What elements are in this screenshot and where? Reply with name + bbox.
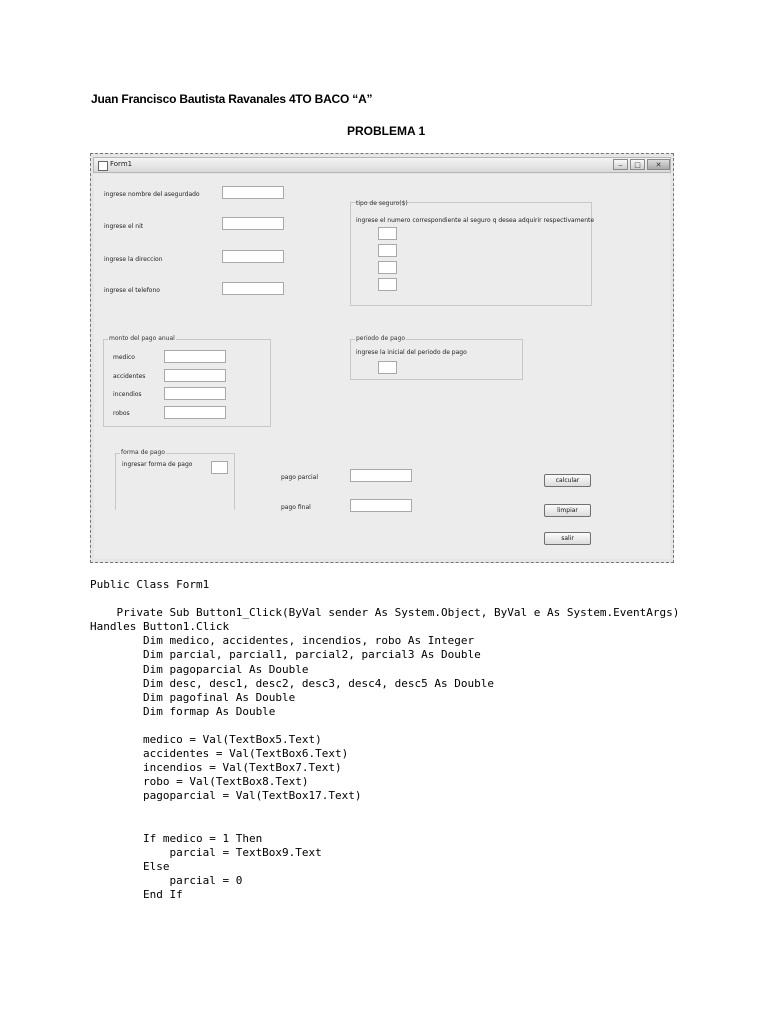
code-line: Private Sub Button1_Click(ByVal sender As System.Object, ByVal e As System.EventArgs) <box>90 606 680 620</box>
window-titlebar <box>93 157 671 173</box>
groupbox-tipo-seguro <box>350 200 595 306</box>
author-header: Juan Francisco Bautista Ravanales 4TO BACO “A” <box>91 92 373 106</box>
calcular-button[interactable]: calcular <box>544 474 591 487</box>
groupbox-monto-title: monto del pago anual <box>109 335 175 342</box>
code-line: robo = Val(TextBox8.Text) <box>90 775 309 789</box>
nombre-input[interactable] <box>222 186 284 199</box>
code-line: Dim desc, desc1, desc2, desc3, desc4, desc5 As Double <box>90 676 494 690</box>
code-line: pagoparcial = Val(TextBox17.Text) <box>90 789 362 803</box>
code-line: Dim medico, accidentes, incendios, robo As Integer <box>90 634 475 648</box>
code-line: Else <box>90 859 170 873</box>
code-line <box>90 818 679 832</box>
code-line: Handles Button1.Click <box>90 620 230 634</box>
form-client-area <box>94 174 670 559</box>
forma-input[interactable] <box>211 461 228 474</box>
seguro-input-4[interactable] <box>378 278 397 291</box>
robos-input[interactable] <box>164 406 226 419</box>
pago-parcial-input[interactable] <box>350 469 412 482</box>
code-line: medico = Val(TextBox5.Text) <box>90 733 322 747</box>
minimize-button[interactable]: ‒ <box>613 159 628 170</box>
telefono-input[interactable] <box>222 282 284 295</box>
label-pago-final: pago final <box>281 504 311 511</box>
label-tipo-seguro-desc: ingrese el numero correspondiente al seguro q desea adquirir respectivamente <box>356 217 595 224</box>
groupbox-monto <box>103 335 271 427</box>
seguro-input-2[interactable] <box>378 244 397 257</box>
salir-button[interactable]: salir <box>544 532 591 545</box>
code-line: Dim formap As Double <box>90 704 276 718</box>
label-robos: robos <box>113 410 130 417</box>
code-line <box>90 719 679 733</box>
code-line: incendios = Val(TextBox7.Text) <box>90 761 342 775</box>
groupbox-forma-title: forma de pago <box>121 449 165 456</box>
label-incendios: incendios <box>113 391 142 398</box>
label-direccion: ingrese la direccion <box>104 256 163 263</box>
incendios-input[interactable] <box>164 387 226 400</box>
code-line: parcial = 0 <box>90 873 243 887</box>
code-line: If medico = 1 Then <box>90 831 263 845</box>
label-medico: medico <box>113 354 135 361</box>
nit-input[interactable] <box>222 217 284 230</box>
pago-final-input[interactable] <box>350 499 412 512</box>
label-pago-parcial: pago parcial <box>281 474 319 481</box>
label-forma-desc: ingresar forma de pago <box>122 461 193 468</box>
direccion-input[interactable] <box>222 250 284 263</box>
seguro-input-3[interactable] <box>378 261 397 274</box>
label-periodo-desc: ingrese la inicial del periodo de pago <box>356 349 467 356</box>
code-line: End If <box>90 888 183 902</box>
accidentes-input[interactable] <box>164 369 226 382</box>
code-line: Dim pagofinal As Double <box>90 690 296 704</box>
maximize-button[interactable]: □ <box>630 159 645 170</box>
code-line: parcial = TextBox9.Text <box>90 845 322 859</box>
close-button[interactable]: ✕ <box>647 159 670 170</box>
code-line: Dim parcial, parcial1, parcial2, parcial3 As Double <box>90 648 481 662</box>
code-line: accidentes = Val(TextBox6.Text) <box>90 747 349 761</box>
medico-input[interactable] <box>164 350 226 363</box>
code-line: Dim pagoparcial As Double <box>90 662 309 676</box>
seguro-input-1[interactable] <box>378 227 397 240</box>
periodo-input[interactable] <box>378 361 397 374</box>
form-icon <box>98 161 108 171</box>
problem-title: PROBLEMA 1 <box>347 124 426 138</box>
code-line: Public Class Form1 <box>90 578 210 591</box>
code-listing <box>90 578 679 902</box>
label-nit: ingrese el nit <box>104 223 144 230</box>
window-title: Form1 <box>110 160 133 168</box>
limpiar-button[interactable]: limpiar <box>544 504 591 517</box>
groupbox-periodo-title: periodo de pago <box>356 335 406 342</box>
label-accidentes: accidentes <box>113 373 146 380</box>
label-telefono: ingrese el telefono <box>104 287 160 294</box>
code-line <box>90 592 679 606</box>
groupbox-forma <box>115 449 235 510</box>
label-nombre: ingrese nombre del asegurdado <box>104 191 200 198</box>
code-line <box>90 804 679 818</box>
form-screenshot <box>90 153 674 563</box>
groupbox-tipo-seguro-title: tipo de seguro($) <box>356 200 408 207</box>
groupbox-periodo <box>350 335 523 380</box>
